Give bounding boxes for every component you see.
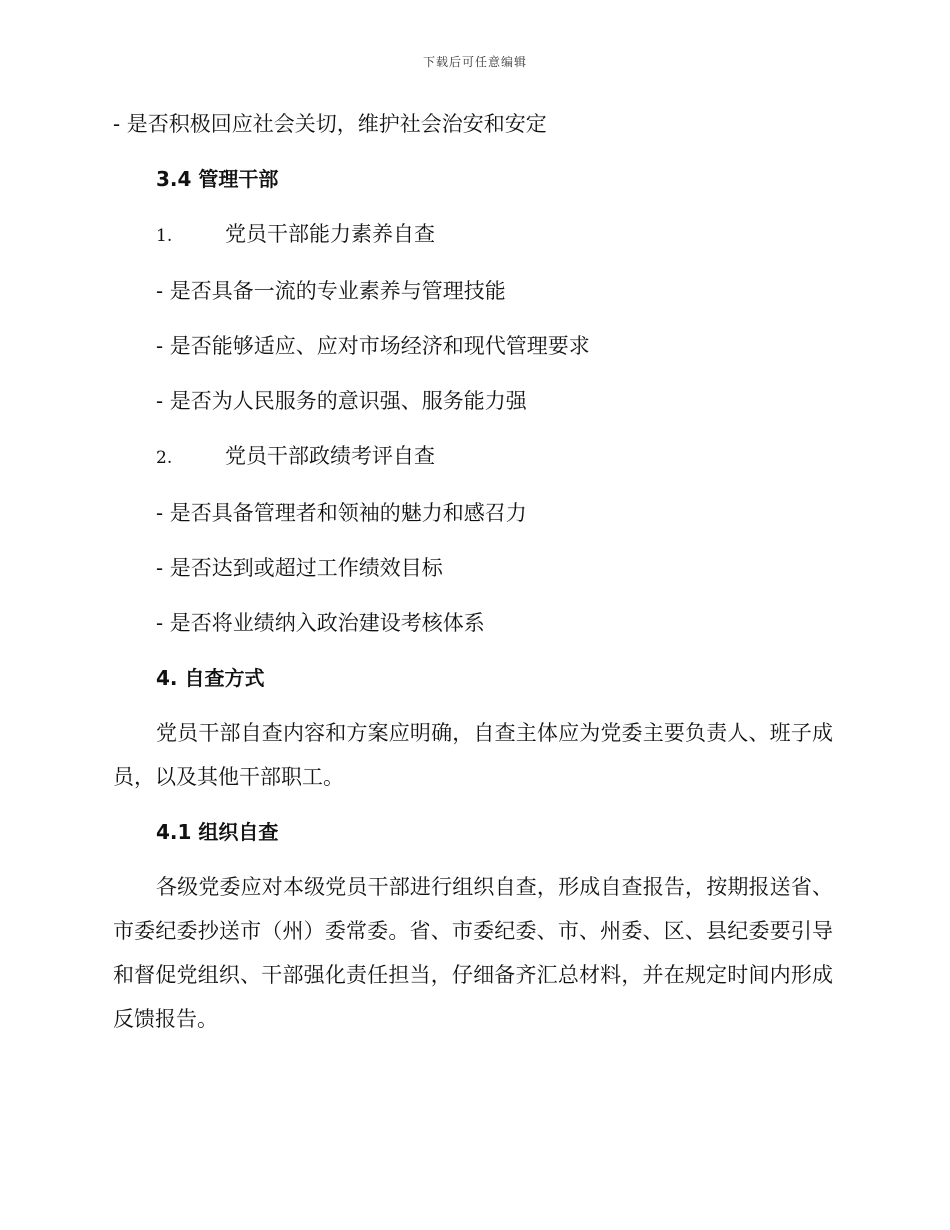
section-heading-4: 4. 自查方式 bbox=[156, 666, 265, 690]
paragraph-4-1: 各级党委应对本级党员干部进行组织自查，形成自查报告，按期报送省、市委纪委抄送市（州）委常委。省、市委纪委、市、州委、区、县纪委要引导和督促党组织、干部强化责任担当，仔细备齐汇总材料，并在规定时间内形成反馈报告。 bbox=[113, 875, 833, 1031]
paragraph-4: 党员干部自查内容和方案应明确，自查主体应为党委主要负责人、班子成员，以及其他干部职工。 bbox=[113, 721, 833, 789]
section-heading-3-4: 3.4 管理干部 bbox=[156, 167, 279, 191]
header-note: 下载后可任意编辑 bbox=[422, 55, 527, 69]
bullet-item: - 是否具备一流的专业素养与管理技能 bbox=[156, 279, 506, 303]
item-text: 党员干部政绩考评自查 bbox=[225, 444, 435, 468]
numbered-item-1 bbox=[113, 218, 833, 252]
bullet-item: - 是否为人民服务的意识强、服务能力强 bbox=[156, 389, 527, 413]
numbered-item-2 bbox=[113, 440, 833, 474]
bullet-item: - 是否能够适应、应对市场经济和现代管理要求 bbox=[156, 334, 590, 358]
item-text: 党员干部能力素养自查 bbox=[225, 222, 435, 246]
bullet-item: - 是否达到或超过工作绩效目标 bbox=[156, 556, 443, 580]
bullet-item: - 是否积极回应社会关切，维护社会治安和安定 bbox=[113, 112, 547, 136]
bullet-item: - 是否将业绩纳入政治建设考核体系 bbox=[156, 611, 485, 635]
bullet-item: - 是否具备管理者和领袖的魅力和感召力 bbox=[156, 501, 527, 525]
item-number: 2. bbox=[156, 448, 173, 468]
document-body bbox=[113, 108, 833, 1058]
section-heading-4-1: 4.1 组织自查 bbox=[156, 820, 279, 844]
item-number: 1. bbox=[156, 226, 173, 246]
